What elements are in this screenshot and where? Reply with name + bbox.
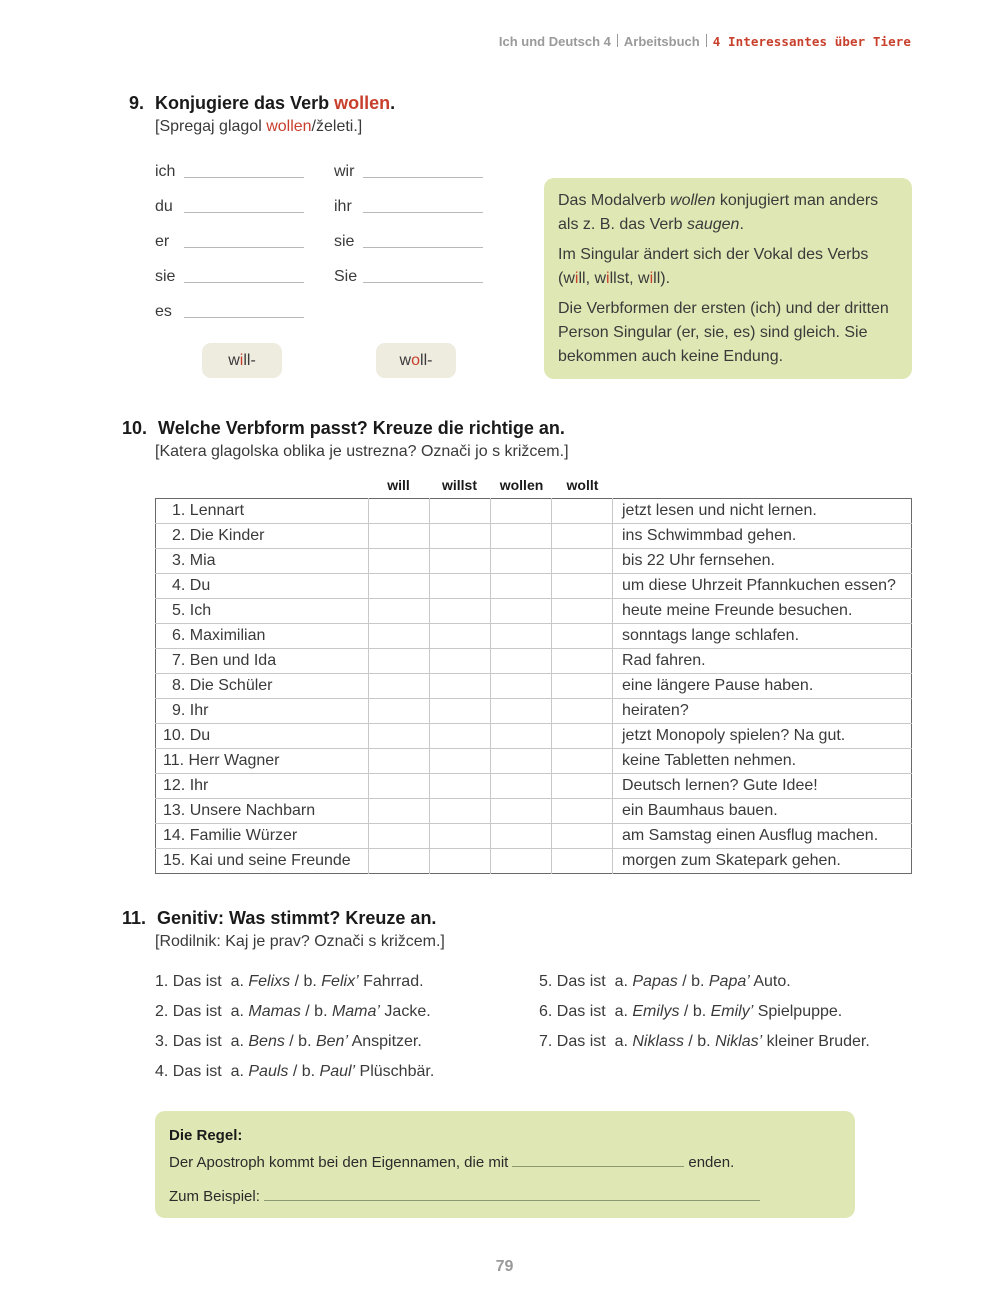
checkbox-cell-will[interactable]: [369, 799, 430, 824]
genitive-item: [155, 973, 424, 991]
stem-chip-woll: w o ll-: [376, 343, 456, 378]
table-row: [156, 574, 912, 599]
table-row: [156, 499, 912, 524]
table-row: [156, 674, 912, 699]
checkbox-cell-wollen[interactable]: [491, 699, 552, 724]
pronoun-label: sie: [155, 268, 176, 285]
checkbox-cell-wollt[interactable]: [552, 699, 613, 724]
sentence-end-cell: jetzt lesen und nicht lernen.: [613, 499, 912, 524]
page-number: 79: [495, 1258, 514, 1275]
column-header-willst: willst: [441, 477, 477, 493]
checkbox-cell-will[interactable]: [369, 649, 430, 674]
checkbox-cell-willst[interactable]: [430, 499, 491, 524]
item-noun: Spielpuppe.: [753, 1003, 843, 1020]
checkbox-cell-wollt[interactable]: [552, 724, 613, 749]
task-number: 11.: [122, 908, 147, 928]
checkbox-cell-will[interactable]: [369, 549, 430, 574]
checkbox-cell-wollen[interactable]: [491, 624, 552, 649]
checkbox-cell-wollt[interactable]: [552, 599, 613, 624]
answer-blank[interactable]: [184, 282, 304, 283]
checkbox-cell-wollen[interactable]: [491, 574, 552, 599]
checkbox-cell-wollt[interactable]: [552, 524, 613, 549]
subject-cell: 13. Unsere Nachbarn: [156, 799, 369, 824]
answer-blank[interactable]: [184, 247, 304, 248]
table-row: [156, 649, 912, 674]
sentence-end-cell: jetzt Monopoly spielen? Na gut.: [613, 724, 912, 749]
genitive-item: [155, 1063, 434, 1081]
checkbox-cell-willst[interactable]: [430, 774, 491, 799]
rule-box: [155, 1111, 855, 1218]
sentence-end-cell: ein Baumhaus bauen.: [613, 799, 912, 824]
table-row: [156, 599, 912, 624]
subject-cell: 7. Ben und Ida: [156, 649, 369, 674]
sentence-end-cell: heute meine Freunde besuchen.: [613, 599, 912, 624]
checkbox-cell-willst[interactable]: [430, 749, 491, 774]
checkbox-cell-wollen[interactable]: [491, 799, 552, 824]
conjugation-row-wir: [334, 163, 483, 181]
table-row: [156, 799, 912, 824]
option-separator: / b.: [679, 1003, 711, 1020]
option-a[interactable]: Felixs: [248, 973, 291, 990]
conjugation-row-sie: [155, 268, 304, 286]
sentence-end-cell: um diese Uhrzeit Pfannkuchen essen?: [613, 574, 912, 599]
rule-example: Zum Beispiel:: [169, 1183, 841, 1205]
checkbox-cell-wollen[interactable]: [491, 774, 552, 799]
checkbox-cell-wollt[interactable]: [552, 649, 613, 674]
checkbox-cell-willst[interactable]: [430, 599, 491, 624]
option-a[interactable]: Bens: [248, 1033, 285, 1050]
checkbox-cell-willst[interactable]: [430, 674, 491, 699]
book-part: Arbeitsbuch: [623, 34, 700, 49]
conjugation-row-sie-plural: [334, 233, 483, 251]
checkbox-cell-will[interactable]: [369, 624, 430, 649]
subject-cell: 1. Lennart: [156, 499, 369, 524]
checkbox-cell-will[interactable]: [369, 574, 430, 599]
option-separator: / b.: [288, 1063, 320, 1080]
task-11-title: 11. Genitiv: Was stimmt? Kreuze an.: [122, 908, 437, 928]
checkbox-cell-wollt[interactable]: [552, 499, 613, 524]
checkbox-cell-will[interactable]: [369, 849, 430, 874]
table-row: [156, 549, 912, 574]
checkbox-cell-willst[interactable]: [430, 824, 491, 849]
option-b[interactable]: Mama’: [331, 1003, 380, 1020]
option-separator: / b.: [683, 1033, 716, 1050]
task-11-translation: [Rodilnik: Kaj je prav? Označi s križcem.]: [155, 933, 445, 950]
genitive-item: [155, 1033, 422, 1051]
pronoun-label: Sie: [334, 268, 358, 285]
item-noun: Plüschbär.: [355, 1063, 435, 1080]
subject-cell: 10. Du: [156, 724, 369, 749]
checkbox-cell-wollt[interactable]: [552, 674, 613, 699]
table-row: [156, 749, 912, 774]
option-separator: / b.: [300, 1003, 332, 1020]
table-row: [156, 774, 912, 799]
checkbox-cell-wollen[interactable]: [491, 599, 552, 624]
verb-form-table: [155, 498, 912, 874]
checkbox-cell-wollen[interactable]: [491, 674, 552, 699]
option-a[interactable]: Pauls: [248, 1063, 289, 1080]
sentence-end-cell: sonntags lange schlafen.: [613, 624, 912, 649]
checkbox-cell-will[interactable]: [369, 499, 430, 524]
option-b[interactable]: Ben’: [315, 1033, 348, 1050]
column-header-wollt: wollt: [566, 477, 599, 493]
table-row: [156, 624, 912, 649]
sentence-end-cell: Rad fahren.: [613, 649, 912, 674]
subject-cell: 11. Herr Wagner: [156, 749, 369, 774]
option-separator: / b.: [284, 1033, 316, 1050]
checkbox-cell-wollen[interactable]: [491, 649, 552, 674]
checkbox-cell-willst[interactable]: [430, 799, 491, 824]
stem-chip-will: w i ll-: [202, 343, 282, 378]
task-9-translation: [Spregaj glagol wollen/želeti.]: [155, 118, 363, 135]
running-header: [499, 34, 911, 49]
pronoun-label: wir: [334, 163, 355, 180]
checkbox-cell-wollt[interactable]: [552, 549, 613, 574]
sentence-end-cell: am Samstag einen Ausflug machen.: [613, 824, 912, 849]
answer-blank[interactable]: [363, 177, 483, 178]
sentence-end-cell: Deutsch lernen? Gute Idee!: [613, 774, 912, 799]
option-a[interactable]: Papas: [632, 973, 678, 990]
table-row: [156, 849, 912, 874]
task-10-translation: [Katera glagolska oblika je ustrezna? Označi jo s križcem.]: [155, 443, 569, 460]
task-10-title: 10. Welche Verbform passt? Kreuze die richtige an.: [122, 418, 565, 438]
option-b[interactable]: Papa’: [708, 973, 750, 990]
answer-blank[interactable]: [184, 212, 304, 213]
sentence-end-cell: eine längere Pause haben.: [613, 674, 912, 699]
checkbox-cell-will[interactable]: [369, 724, 430, 749]
column-header-wollen: wollen: [499, 477, 544, 493]
checkbox-cell-wollen[interactable]: [491, 524, 552, 549]
subject-cell: 2. Die Kinder: [156, 524, 369, 549]
chapter-title: 4 Interessantes über Tiere: [712, 34, 911, 49]
checkbox-cell-wollen[interactable]: [491, 824, 552, 849]
pronoun-label: er: [155, 233, 170, 250]
checkbox-cell-wollt[interactable]: [552, 749, 613, 774]
option-b[interactable]: Paul’: [319, 1063, 356, 1080]
subject-cell: 8. Die Schüler: [156, 674, 369, 699]
answer-blank[interactable]: [363, 247, 483, 248]
checkbox-cell-wollen[interactable]: [491, 499, 552, 524]
item-lead: 7. Das ist a.: [539, 1033, 633, 1050]
info-paragraph: Im Singular ändert sich der Vokal des Verbs (will, willst, will).: [558, 246, 869, 287]
conjugation-row-ich: [155, 163, 304, 181]
answer-blank[interactable]: [184, 177, 304, 178]
rule-title: Die Regel:: [169, 1127, 243, 1144]
item-noun: kleiner Bruder.: [762, 1033, 870, 1050]
divider: [706, 34, 707, 47]
checkbox-cell-wollen[interactable]: [491, 724, 552, 749]
genitive-item: [539, 1003, 842, 1021]
answer-blank[interactable]: [184, 317, 304, 318]
subject-cell: 9. Ihr: [156, 699, 369, 724]
checkbox-cell-willst[interactable]: [430, 649, 491, 674]
item-noun: Anspitzer.: [348, 1033, 422, 1050]
column-header-will: will: [387, 477, 410, 493]
table-row: [156, 524, 912, 549]
checkbox-cell-wollen[interactable]: [491, 549, 552, 574]
subject-cell: 15. Kai und seine Freunde: [156, 849, 369, 874]
item-lead: 5. Das ist a.: [539, 973, 633, 990]
checkbox-cell-will[interactable]: [369, 674, 430, 699]
option-separator: / b.: [677, 973, 709, 990]
checkbox-cell-willst[interactable]: [430, 699, 491, 724]
option-a[interactable]: Mamas: [248, 1003, 301, 1020]
option-b[interactable]: Felix’: [321, 973, 359, 990]
highlight-verb: wollen: [334, 93, 391, 113]
pronoun-label: ich: [155, 163, 176, 180]
subject-cell: 14. Familie Würzer: [156, 824, 369, 849]
book-title: Ich und Deutsch 4: [498, 34, 611, 49]
item-lead: 1. Das ist a.: [155, 973, 249, 990]
checkbox-cell-wollt[interactable]: [552, 774, 613, 799]
rule-answer-blank[interactable]: [512, 1166, 684, 1167]
rule-sentence: Der Apostroph kommt bei den Eigennamen, die mit enden.: [169, 1154, 735, 1171]
checkbox-cell-wollt[interactable]: [552, 624, 613, 649]
checkbox-cell-willst[interactable]: [430, 624, 491, 649]
genitive-item: [539, 973, 791, 991]
option-a[interactable]: Niklass: [632, 1033, 684, 1050]
sentence-end-cell: keine Tabletten nehmen.: [613, 749, 912, 774]
checkbox-cell-willst[interactable]: [430, 574, 491, 599]
checkbox-cell-wollen[interactable]: [491, 849, 552, 874]
checkbox-cell-will[interactable]: [369, 774, 430, 799]
conjugation-row-Sie-formal: [334, 268, 483, 286]
subject-cell: 4. Du: [156, 574, 369, 599]
table-row: [156, 699, 912, 724]
info-paragraph: Das Modalverb wollen konjugiert man anders als z. B. das Verb saugen.: [558, 192, 879, 233]
sentence-end-cell: heiraten?: [613, 699, 912, 724]
conjugation-row-ihr: [334, 198, 483, 216]
item-noun: Fahrrad.: [358, 973, 424, 990]
item-lead: 4. Das ist a.: [155, 1063, 249, 1080]
task-9-title: 9. Konjugiere das Verb wollen.: [129, 93, 396, 113]
checkbox-cell-willst[interactable]: [430, 524, 491, 549]
checkbox-cell-willst[interactable]: [430, 549, 491, 574]
checkbox-cell-wollt[interactable]: [552, 824, 613, 849]
item-lead: 2. Das ist a.: [155, 1003, 249, 1020]
example-answer-blank[interactable]: [264, 1200, 760, 1201]
conjugation-row-du: [155, 198, 304, 216]
pronoun-label: ihr: [334, 198, 352, 215]
sentence-end-cell: ins Schwimmbad gehen.: [613, 524, 912, 549]
genitive-item: [539, 1033, 870, 1051]
pronoun-label: du: [155, 198, 173, 215]
pronoun-label: sie: [334, 233, 355, 250]
task-number: 10.: [122, 418, 148, 438]
subject-cell: 3. Mia: [156, 549, 369, 574]
conjugation-row-es: [155, 303, 304, 321]
option-b[interactable]: Niklas’: [715, 1033, 763, 1050]
grammar-info-box: [544, 178, 912, 379]
pronoun-label: es: [155, 303, 172, 320]
task-number: 9.: [129, 93, 145, 113]
checkbox-cell-will[interactable]: [369, 824, 430, 849]
item-lead: 3. Das ist a.: [155, 1033, 249, 1050]
checkbox-cell-will[interactable]: [369, 599, 430, 624]
option-b[interactable]: Emily’: [710, 1003, 754, 1020]
subject-cell: 6. Maximilian: [156, 624, 369, 649]
conjugation-row-er: [155, 233, 304, 251]
info-paragraph: Die Verbformen der ersten (ich) und der dritten Person Singular (er, sie, es) sind gleich. Sie bekommen auch keine Endung.: [558, 300, 889, 365]
checkbox-cell-will[interactable]: [369, 524, 430, 549]
checkbox-cell-wollt[interactable]: [552, 799, 613, 824]
item-noun: Jacke.: [379, 1003, 431, 1020]
checkbox-cell-wollt[interactable]: [552, 849, 613, 874]
sentence-end-cell: morgen zum Skatepark gehen.: [622, 852, 841, 869]
checkbox-cell-wollen[interactable]: [491, 749, 552, 774]
checkbox-cell-will[interactable]: [369, 749, 430, 774]
option-separator: / b.: [290, 973, 322, 990]
divider: [617, 34, 618, 47]
table-row: [156, 724, 912, 749]
item-lead: 6. Das ist a.: [539, 1003, 633, 1020]
checkbox-cell-will[interactable]: [369, 699, 430, 724]
answer-blank[interactable]: [363, 282, 483, 283]
item-noun: Auto.: [749, 973, 791, 990]
table-row: [156, 824, 912, 849]
option-a[interactable]: Emilys: [632, 1003, 680, 1020]
sentence-end-cell: bis 22 Uhr fernsehen.: [613, 549, 912, 574]
genitive-item: [155, 1003, 431, 1021]
checkbox-cell-wollt[interactable]: [552, 574, 613, 599]
checkbox-cell-willst[interactable]: [430, 849, 491, 874]
subject-cell: 5. Ich: [156, 599, 369, 624]
checkbox-cell-willst[interactable]: [430, 724, 491, 749]
answer-blank[interactable]: [363, 212, 483, 213]
subject-cell: 12. Ihr: [156, 774, 369, 799]
